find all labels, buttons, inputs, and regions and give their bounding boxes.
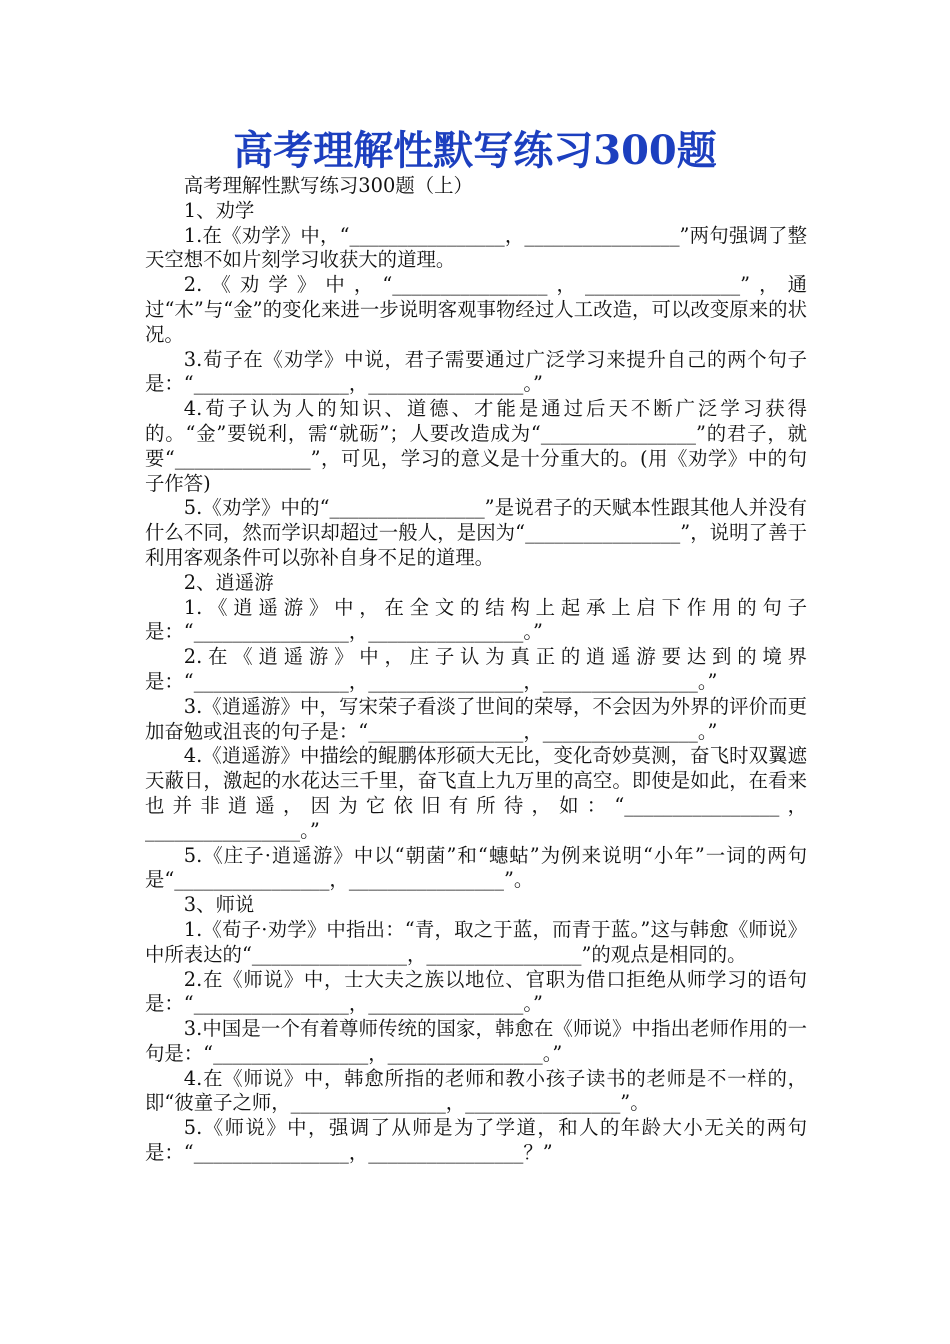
question-item: 5.《师说》中，强调了从师是为了学道，和人的年龄大小无关的两句是：“________________，________________？” xyxy=(145,1116,807,1165)
section-heading: 2、逍遥游 xyxy=(183,570,274,594)
question-item: 2.在《逍遥游》中，庄子认为真正的逍遥游要达到的境界是：“________________，________________，________________。” xyxy=(145,645,807,693)
question-item: 4.《逍遥游》中描绘的鲲鹏体形硕大无比，变化奇妙莫测，奋飞时双翼遮天蔽日，激起的水花达三千里，奋飞直上九万里的高空。即使是如此，在看来也并非逍遥，因为它依旧有所待，如：“________________，________________。” xyxy=(145,744,807,842)
question-item: 3.中国是一个有着尊师传统的国家，韩愈在《师说》中指出老师作用的一句是：“________________，________________。” xyxy=(145,1017,807,1065)
question-item: 2.在《师说》中，士大夫之族以地位、官职为借口拒绝从师学习的语句是：“________________，________________。” xyxy=(145,967,807,1016)
question-item: 1.在《劝学》中，“________________，________________”两句强调了整天空想不如片刻学习收获大的道理。 xyxy=(145,223,807,272)
document-body xyxy=(145,174,807,1166)
question-item: 1.《逍遥游》中，在全文的结构上起承上启下作用的句子是：“________________，________________。” xyxy=(145,595,807,644)
section-heading: 1、劝学 xyxy=(183,198,255,222)
question-item: 4.荀子认为人的知识、道德、才能是通过后天不断广泛学习获得的。“金”要锐利，需“就砺”；人要改造成为“________________”的君子，就要“______________”，可见，学习的意义是十分重大的。(用《劝学》中的句子作答) xyxy=(145,397,807,495)
document-subtitle: 高考理解性默写练习300题（上） xyxy=(183,174,473,197)
question-item: 5.《劝学》中的“________________”是说君子的天赋本性跟其他人并没有什么不同，然而学识却超过一般人，是因为“________________”，说明了善于利用客观条件可以弥补自身不足的道理。 xyxy=(145,496,807,569)
question-item: 3.荀子在《劝学》中说，君子需要通过广泛学习来提升自己的两个句子是：“________________，________________。” xyxy=(145,347,807,396)
question-item: 1.《荀子·劝学》中指出：“青，取之于蓝，而青于蓝。”这与韩愈《师说》中所表达的“________________，________________”的观点是相同的。 xyxy=(145,917,807,966)
document-title: 高考理解性默写练习300题 xyxy=(233,127,717,174)
question-item: 4.在《师说》中，韩愈所指的老师和教小孩子读书的老师是不一样的，即“彼童子之师，________________，________________”。 xyxy=(145,1066,807,1115)
question-item: 2.《劝学》中，“________________，________________”，通过“木”与“金”的变化来进一步说明客观事物经过人工改造，可以改变原来的状况。 xyxy=(145,273,807,346)
question-item: 3.《逍遥游》中，写宋荣子看淡了世间的荣辱，不会因为外界的评价而更加奋勉或沮丧的句子是：“________________，________________。” xyxy=(145,694,807,743)
question-item: 5.《庄子·逍遥游》中以“朝菌”和“蟪蛄”为例来说明“小年”一词的两句是“________________，________________”。 xyxy=(145,843,807,892)
section-heading: 3、师说 xyxy=(183,893,255,917)
